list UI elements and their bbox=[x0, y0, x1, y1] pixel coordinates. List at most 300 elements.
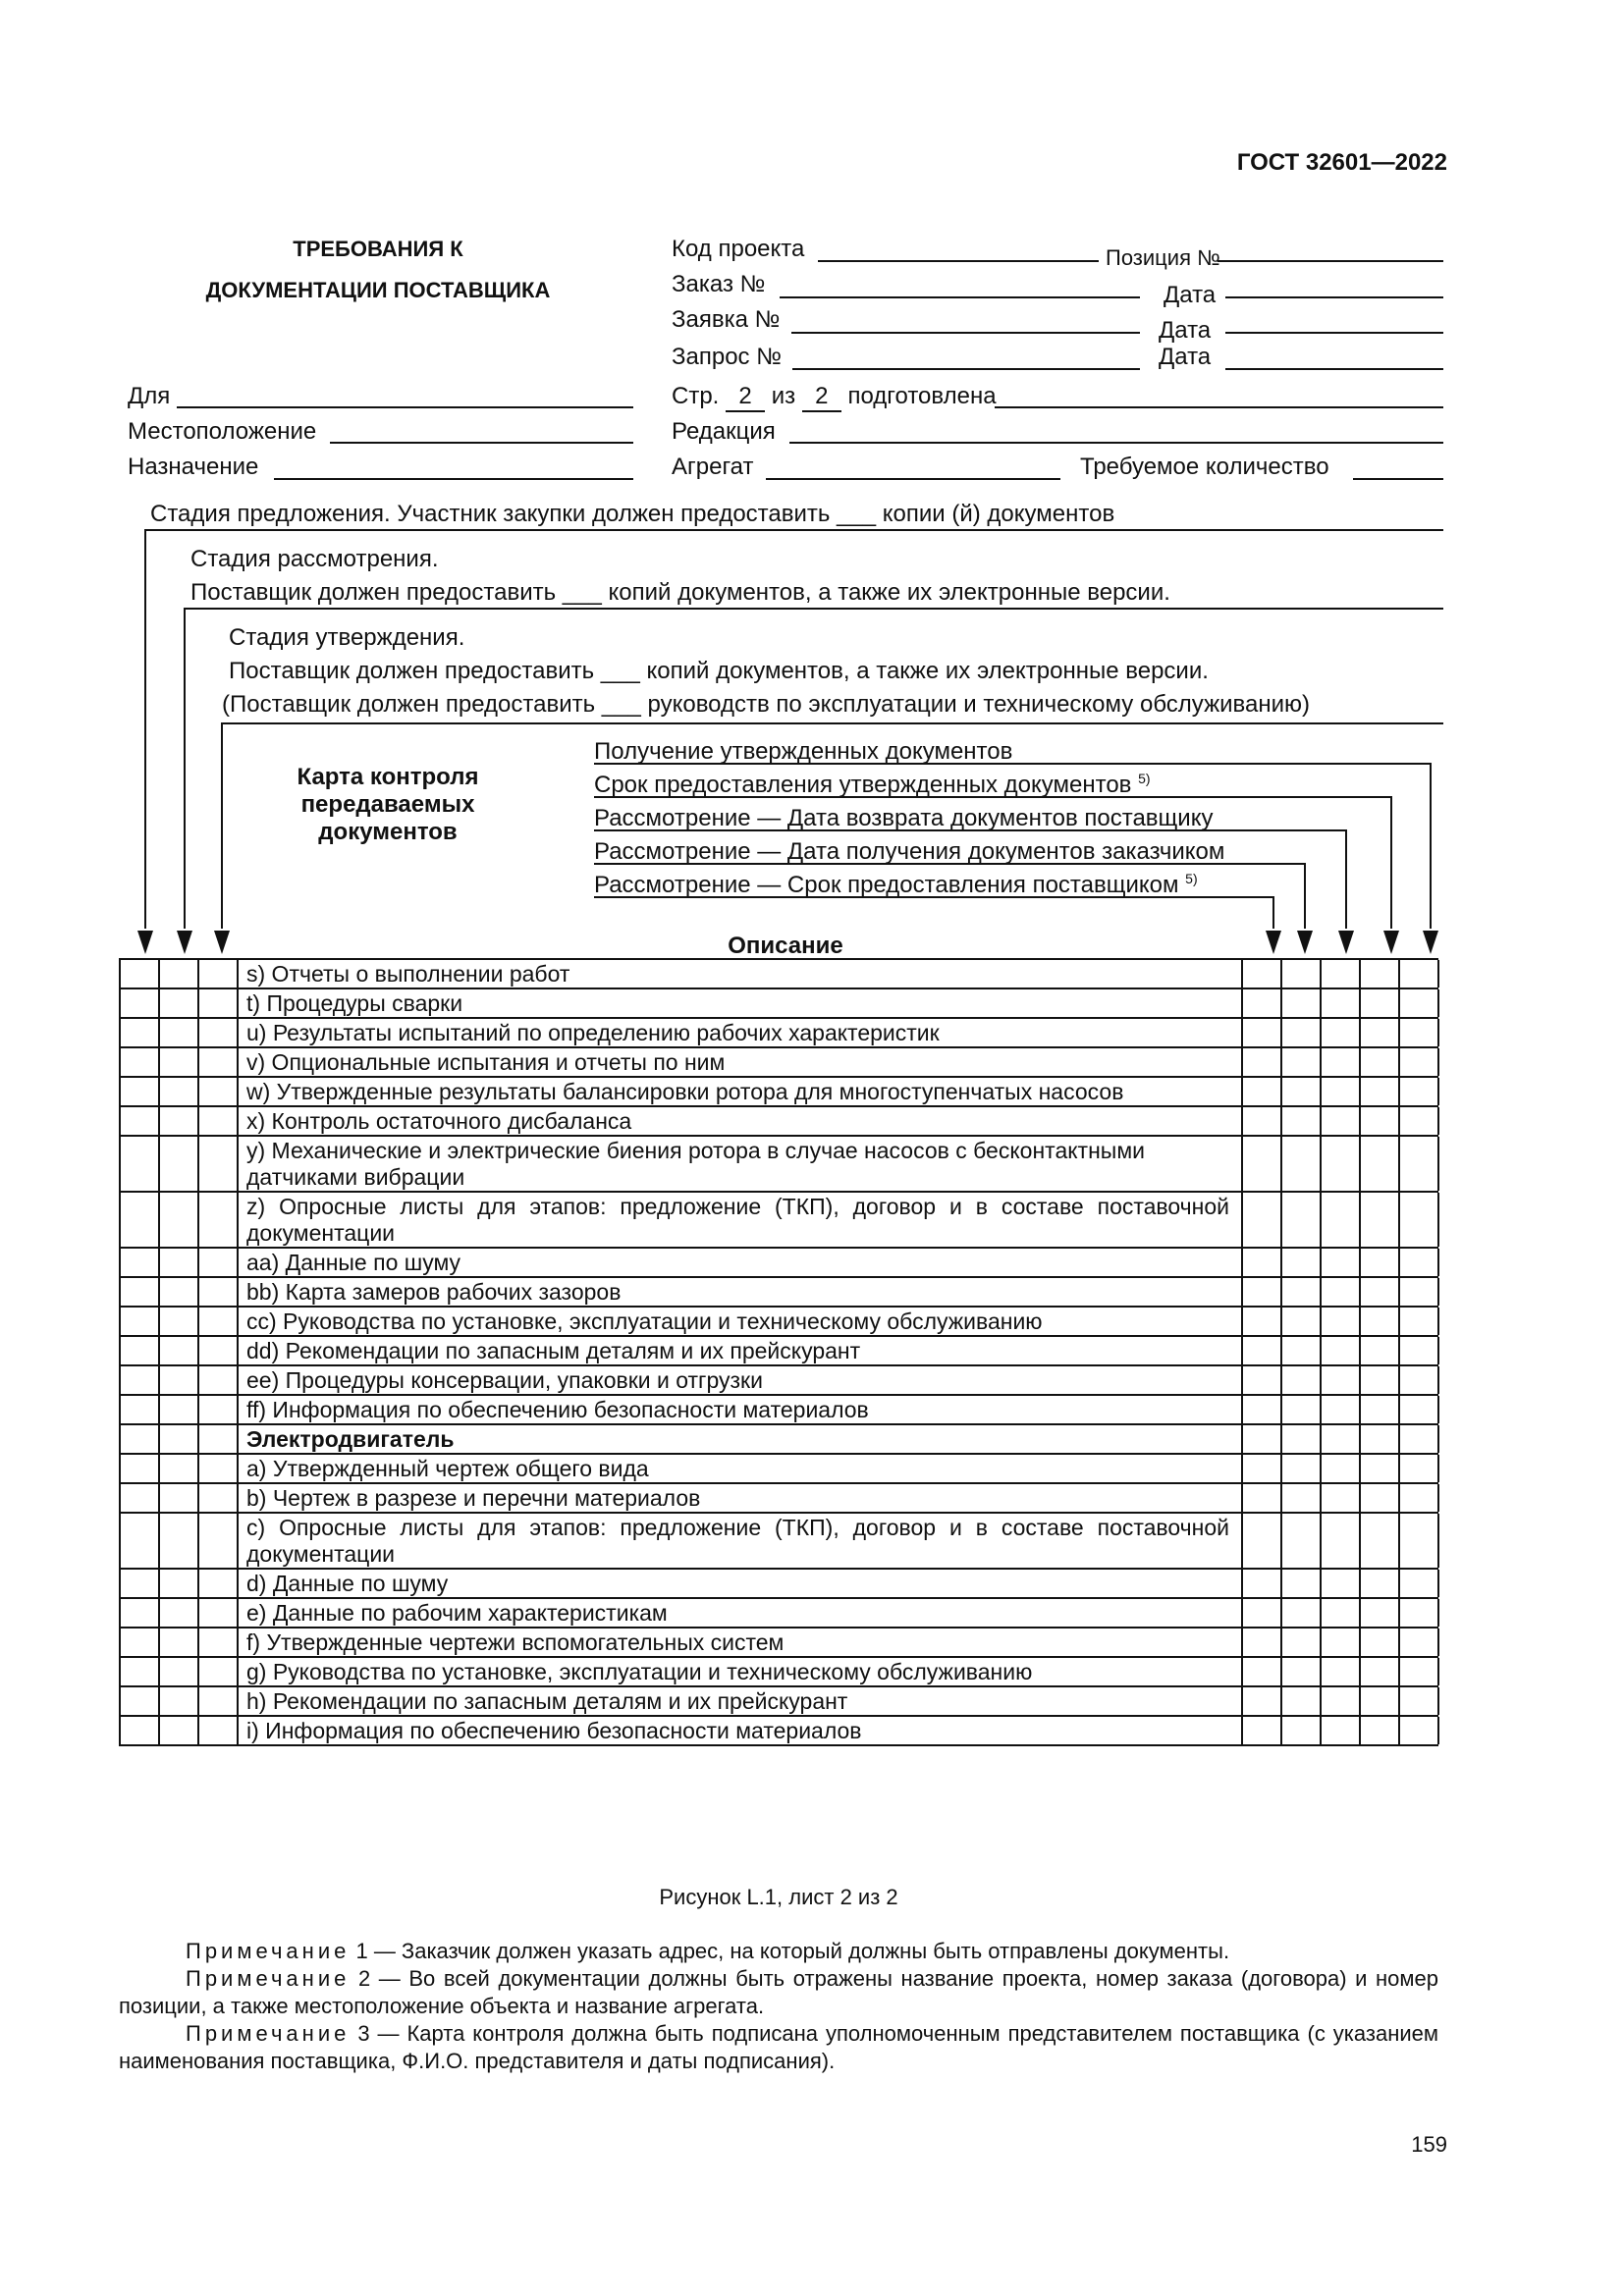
table-cell-border bbox=[1241, 1717, 1243, 1744]
form-title-line2: ДОКУМЕНТАЦИИ ПОСТАВЩИКА bbox=[205, 278, 551, 302]
stage-bracket-diagram bbox=[0, 0, 1624, 962]
table-cell-border bbox=[1398, 1249, 1400, 1276]
table-cell-border bbox=[1359, 1425, 1361, 1453]
table-row bbox=[119, 1105, 1438, 1135]
table-cell-border bbox=[1280, 1278, 1282, 1306]
table-cell-border bbox=[1359, 1658, 1361, 1685]
table-cell-border bbox=[1280, 1484, 1282, 1512]
col-label-approved-deadline: Срок предоставления утвержденных документов $^{5)}$ bbox=[594, 771, 1151, 798]
order-date-label: Дата bbox=[1164, 282, 1217, 308]
table-row bbox=[119, 958, 1438, 988]
table-row bbox=[119, 1276, 1438, 1306]
table-row-text: x) Контроль остаточного дисбаланса bbox=[246, 1108, 632, 1134]
table-cell-border bbox=[1320, 1137, 1322, 1191]
for-label: Для bbox=[128, 383, 171, 409]
table-cell-border bbox=[1359, 1078, 1361, 1105]
table-cell-border bbox=[1398, 1308, 1400, 1335]
table-cell-border bbox=[119, 1570, 121, 1597]
table-cell-border bbox=[237, 1019, 239, 1046]
table-cell-border bbox=[1280, 1308, 1282, 1335]
table-cell-border bbox=[119, 1717, 121, 1744]
table-cell-border bbox=[1241, 1455, 1243, 1482]
table-cell-border bbox=[1398, 1048, 1400, 1076]
table-cell-border bbox=[237, 1137, 239, 1191]
table-row-text: w) Утвержденные результаты балансировки ротора для многоступенчатых насосов bbox=[246, 1079, 1124, 1104]
table-cell-border bbox=[1320, 1337, 1322, 1364]
table-cell-border bbox=[1280, 1078, 1282, 1105]
table-cell-border bbox=[237, 1514, 239, 1568]
table-cell-border bbox=[1398, 1599, 1400, 1627]
table-cell-border bbox=[1280, 1249, 1282, 1276]
table-row bbox=[119, 1715, 1438, 1746]
table-row-text: v) Опциональные испытания и отчеты по ним bbox=[246, 1049, 726, 1075]
control-card-title: Карта контроля передаваемых документов bbox=[297, 764, 479, 845]
table-row bbox=[119, 1568, 1438, 1597]
table-cell-border bbox=[1398, 1629, 1400, 1656]
table-cell-border bbox=[1241, 1107, 1243, 1135]
table-cell-border bbox=[237, 1717, 239, 1744]
table-cell-border bbox=[197, 1193, 199, 1247]
table-cell-border bbox=[119, 1687, 121, 1715]
table-cell-border bbox=[158, 1278, 160, 1306]
table-cell-border bbox=[1320, 1396, 1322, 1423]
table-cell-border bbox=[1241, 1137, 1243, 1191]
table-cell-border bbox=[197, 1658, 199, 1685]
table-cell-border bbox=[1320, 1455, 1322, 1482]
table-row bbox=[119, 1135, 1438, 1191]
table-cell-border bbox=[119, 1137, 121, 1191]
table-cell-border bbox=[1241, 1366, 1243, 1394]
table-cell-border bbox=[197, 1048, 199, 1076]
table-row bbox=[119, 1453, 1438, 1482]
table-cell-border bbox=[237, 1278, 239, 1306]
table-cell-border bbox=[119, 1078, 121, 1105]
table-row bbox=[119, 1656, 1438, 1685]
table-cell-border bbox=[1320, 960, 1322, 988]
table-cell-border bbox=[1398, 989, 1400, 1017]
table-cell-border bbox=[1241, 1048, 1243, 1076]
table-cell-border bbox=[1280, 1337, 1282, 1364]
table-cell-border bbox=[237, 1599, 239, 1627]
table-cell-border bbox=[1280, 1137, 1282, 1191]
table-cell-border bbox=[1241, 1514, 1243, 1568]
table-cell-border bbox=[197, 1599, 199, 1627]
page-counter: Стр. 2 из 2 подготовлена bbox=[672, 383, 997, 412]
table-cell-border bbox=[1398, 1337, 1400, 1364]
table-cell-border bbox=[119, 960, 121, 988]
table-cell-border bbox=[237, 1249, 239, 1276]
table-cell-border bbox=[197, 1687, 199, 1715]
col-label-supplier-deadline: Рассмотрение — Срок предоставления поставщиком $^{5)}$ bbox=[594, 871, 1198, 898]
arrow-down-icon bbox=[1423, 931, 1438, 954]
table-cell-border bbox=[197, 1629, 199, 1656]
table-cell-border bbox=[1320, 1687, 1322, 1715]
description-table bbox=[119, 958, 1438, 1746]
table-cell-border bbox=[1398, 1425, 1400, 1453]
table-row bbox=[119, 1597, 1438, 1627]
table-cell-border bbox=[1398, 1484, 1400, 1512]
table-cell-border bbox=[1359, 1249, 1361, 1276]
table-cell-border bbox=[119, 1193, 121, 1247]
table-row bbox=[119, 1394, 1438, 1423]
table-cell-border bbox=[1241, 1484, 1243, 1512]
table-cell-border bbox=[237, 1687, 239, 1715]
stage-review-title: Стадия рассмотрения. bbox=[190, 546, 439, 572]
table-cell-border bbox=[1320, 1629, 1322, 1656]
table-cell-border bbox=[158, 1425, 160, 1453]
table-cell-border bbox=[1398, 1107, 1400, 1135]
table-cell-border bbox=[237, 1658, 239, 1685]
table-cell-border bbox=[119, 1599, 121, 1627]
table-cell-border bbox=[158, 1366, 160, 1394]
table-cell-border bbox=[1241, 1570, 1243, 1597]
order-label: Заказ № bbox=[672, 271, 766, 297]
table-row-text: g) Руководства по установке, эксплуатации и техническому обслуживанию bbox=[246, 1659, 1033, 1684]
table-cell-border bbox=[197, 1484, 199, 1512]
table-cell-border bbox=[1241, 1658, 1243, 1685]
table-cell-border bbox=[1398, 1717, 1400, 1744]
notes-block bbox=[119, 1938, 1438, 2075]
footnote-ref: 5) bbox=[1138, 771, 1151, 786]
table-cell-border bbox=[1280, 1570, 1282, 1597]
table-cell-border bbox=[119, 1629, 121, 1656]
table-cell-border bbox=[1320, 1078, 1322, 1105]
project-code-label: Код проекта bbox=[672, 236, 805, 262]
table-cell-border bbox=[197, 1019, 199, 1046]
page-total-value: 2 bbox=[802, 383, 841, 412]
table-row-text: b) Чертеж в разрезе и перечни материалов bbox=[246, 1485, 701, 1511]
table-cell-border bbox=[1359, 1514, 1361, 1568]
table-cell-border bbox=[1280, 1396, 1282, 1423]
arrow-down-icon bbox=[177, 931, 192, 954]
table-cell-border bbox=[197, 1455, 199, 1482]
table-cell-border bbox=[158, 1570, 160, 1597]
table-cell-border bbox=[1320, 1019, 1322, 1046]
table-cell-border bbox=[158, 960, 160, 988]
table-cell-border bbox=[1320, 1484, 1322, 1512]
table-cell-border bbox=[237, 1193, 239, 1247]
table-cell-border bbox=[1359, 1717, 1361, 1744]
table-cell-border bbox=[1241, 1308, 1243, 1335]
table-cell-border bbox=[1241, 1599, 1243, 1627]
table-cell-border bbox=[1359, 1599, 1361, 1627]
table-cell-border bbox=[1241, 1629, 1243, 1656]
table-cell-border bbox=[119, 1484, 121, 1512]
table-cell-border bbox=[119, 1308, 121, 1335]
table-cell-border bbox=[158, 1048, 160, 1076]
table-cell-border bbox=[1320, 1107, 1322, 1135]
table-cell-border bbox=[1359, 1019, 1361, 1046]
stage-proposal-text: Стадия предложения. Участник закупки должен предоставить ___ копии (й) документов bbox=[150, 501, 1115, 527]
stage-approval-manuals: (Поставщик должен предоставить ___ руководств по эксплуатации и техническому обслуживанию) bbox=[222, 691, 1311, 718]
table-cell-border bbox=[1280, 1107, 1282, 1135]
table-cell-border bbox=[237, 1308, 239, 1335]
table-cell-border bbox=[158, 1514, 160, 1568]
table-cell-border bbox=[197, 1514, 199, 1568]
table-cell-border bbox=[1280, 1658, 1282, 1685]
table-cell-border bbox=[1320, 1658, 1322, 1685]
table-cell-border bbox=[1320, 1570, 1322, 1597]
table-cell-border bbox=[197, 1366, 199, 1394]
table-cell-border bbox=[1398, 1278, 1400, 1306]
table-cell-border bbox=[197, 989, 199, 1017]
table-cell-border bbox=[237, 960, 239, 988]
table-cell-border bbox=[119, 989, 121, 1017]
request-date-label: Дата bbox=[1159, 317, 1212, 344]
table-cell-border bbox=[1241, 1078, 1243, 1105]
table-cell-border bbox=[237, 1366, 239, 1394]
table-cell-border bbox=[1280, 1599, 1282, 1627]
table-cell-border bbox=[1359, 1455, 1361, 1482]
table-cell-border bbox=[1359, 1687, 1361, 1715]
arrow-down-icon bbox=[1297, 931, 1313, 954]
table-cell-border bbox=[119, 1455, 121, 1482]
inquiry-date-label: Дата bbox=[1159, 344, 1212, 370]
table-cell-border bbox=[1398, 1687, 1400, 1715]
table-cell-border bbox=[158, 1337, 160, 1364]
col-label-received-approved: Получение утвержденных документов bbox=[594, 738, 1013, 765]
table-cell-border bbox=[1280, 1048, 1282, 1076]
description-header: Описание bbox=[728, 933, 843, 959]
table-cell-border bbox=[1359, 960, 1361, 988]
table-cell-border bbox=[1320, 1048, 1322, 1076]
table-cell-border bbox=[197, 1396, 199, 1423]
arrow-down-icon bbox=[1266, 931, 1281, 954]
table-cell-border bbox=[1320, 1193, 1322, 1247]
review-stage-line bbox=[185, 609, 1443, 929]
table-row bbox=[119, 1046, 1438, 1076]
table-cell-border bbox=[1280, 1717, 1282, 1744]
table-cell-border bbox=[1398, 1570, 1400, 1597]
table-cell-border bbox=[119, 1107, 121, 1135]
table-row bbox=[119, 1017, 1438, 1046]
arrow-down-icon bbox=[137, 931, 153, 954]
table-cell-border bbox=[1241, 1396, 1243, 1423]
table-row-text: t) Процедуры сварки bbox=[246, 990, 463, 1016]
table-cell-border bbox=[119, 1514, 121, 1568]
table-cell-border bbox=[1359, 989, 1361, 1017]
table-cell-border bbox=[1320, 1425, 1322, 1453]
table-cell-border bbox=[1320, 1599, 1322, 1627]
unit-label: Агрегат bbox=[672, 454, 754, 480]
table-cell-border bbox=[158, 1137, 160, 1191]
table-cell-border bbox=[237, 1078, 239, 1105]
table-cell-border bbox=[158, 1599, 160, 1627]
table-cell-border bbox=[158, 1078, 160, 1105]
page-number-value: 2 bbox=[726, 383, 765, 412]
table-cell-border bbox=[119, 1396, 121, 1423]
table-cell-border bbox=[1320, 1717, 1322, 1744]
table-row-text: c) Опросные листы для этапов: предложение (ТКП), договор и в составе поставочной документации bbox=[246, 1515, 1229, 1567]
arrow-down-icon bbox=[1338, 931, 1354, 954]
arrow-down-icon bbox=[1383, 931, 1399, 954]
form-title-line1: ТРЕБОВАНИЯ К bbox=[293, 237, 463, 261]
table-cell-border bbox=[158, 1396, 160, 1423]
table-cell-border bbox=[1280, 1514, 1282, 1568]
table-row-text: ee) Процедуры консервации, упаковки и отгрузки bbox=[246, 1367, 763, 1393]
table-row bbox=[119, 1685, 1438, 1715]
page-number: 159 bbox=[1411, 2132, 1447, 2157]
table-row-text: h) Рекомендации по запасным деталям и их прейскурант bbox=[246, 1688, 848, 1714]
table-row bbox=[119, 1627, 1438, 1656]
table-cell-border bbox=[1359, 1570, 1361, 1597]
table-cell-border bbox=[237, 1629, 239, 1656]
table-cell-border bbox=[1398, 960, 1400, 988]
table-cell-border bbox=[237, 1455, 239, 1482]
table-cell-border bbox=[1241, 1425, 1243, 1453]
table-cell-border bbox=[1241, 960, 1243, 988]
table-cell-border bbox=[1398, 1078, 1400, 1105]
figure-caption: Рисунок L.1, лист 2 из 2 bbox=[659, 1885, 898, 1909]
table-cell-border bbox=[197, 1249, 199, 1276]
note-1: Примечание 1 — Заказчик должен указать адрес, на который должны быть отправлены документы. bbox=[186, 1939, 1230, 1963]
table-cell-border bbox=[197, 1425, 199, 1453]
table-cell-border bbox=[119, 1337, 121, 1364]
table-row-text: y) Механические и электрические биения ротора в случае насосов с бесконтактными датчиками вибрации bbox=[246, 1138, 1145, 1190]
table-row-text: z) Опросные листы для этапов: предложение (ТКП), договор и в составе поставочной документации bbox=[246, 1194, 1229, 1246]
table-cell-border bbox=[158, 1484, 160, 1512]
table-cell-border bbox=[1398, 1193, 1400, 1247]
table-row-text: ff) Информация по обеспечению безопасности материалов bbox=[246, 1397, 869, 1422]
table-cell-border bbox=[1320, 1514, 1322, 1568]
table-cell-border bbox=[1241, 1687, 1243, 1715]
proposal-stage-line bbox=[145, 530, 1443, 929]
table-cell-border bbox=[158, 1629, 160, 1656]
table-row-text: dd) Рекомендации по запасным деталям и их прейскурант bbox=[246, 1338, 861, 1363]
table-row bbox=[119, 1247, 1438, 1276]
table-cell-border bbox=[1398, 1455, 1400, 1482]
table-cell-border bbox=[1359, 1107, 1361, 1135]
table-cell-border bbox=[1241, 1193, 1243, 1247]
table-cell-border bbox=[1398, 1137, 1400, 1191]
table-row bbox=[119, 1191, 1438, 1247]
table-cell-border bbox=[158, 1193, 160, 1247]
table-cell-border bbox=[1320, 1278, 1322, 1306]
table-cell-border bbox=[1320, 1308, 1322, 1335]
table-row-text: s) Отчеты о выполнении работ bbox=[246, 961, 570, 987]
request-label: Заявка № bbox=[672, 306, 781, 333]
table-row bbox=[119, 1482, 1438, 1512]
purpose-label: Назначение bbox=[128, 454, 259, 480]
table-cell-border bbox=[197, 1717, 199, 1744]
table-cell-border bbox=[197, 1107, 199, 1135]
table-cell-border bbox=[1359, 1629, 1361, 1656]
table-cell-border bbox=[1241, 989, 1243, 1017]
table-cell-border bbox=[197, 1308, 199, 1335]
col3-line bbox=[594, 830, 1346, 929]
table-cell-border bbox=[1280, 1687, 1282, 1715]
position-label: Позиция № bbox=[1106, 245, 1220, 270]
table-cell-border bbox=[237, 1425, 239, 1453]
stage-approval-title: Стадия утверждения. bbox=[229, 624, 465, 651]
table-cell-border bbox=[158, 1658, 160, 1685]
table-cell-border bbox=[237, 989, 239, 1017]
table-cell-border bbox=[1320, 1366, 1322, 1394]
table-cell-border bbox=[119, 1425, 121, 1453]
table-row-text: a) Утвержденный чертеж общего вида bbox=[246, 1456, 649, 1481]
table-cell-border bbox=[1359, 1278, 1361, 1306]
table-row-text: bb) Карта замеров рабочих зазоров bbox=[246, 1279, 622, 1305]
table-cell-border bbox=[1280, 1455, 1282, 1482]
table-cell-border bbox=[1280, 1366, 1282, 1394]
table-row bbox=[119, 988, 1438, 1017]
footnote-ref: 5) bbox=[1185, 871, 1198, 886]
table-cell-border bbox=[158, 1107, 160, 1135]
table-cell-border bbox=[237, 1048, 239, 1076]
revision-label: Редакция bbox=[672, 418, 776, 445]
table-cell-border bbox=[1280, 1193, 1282, 1247]
table-cell-border bbox=[1320, 1249, 1322, 1276]
table-cell-border bbox=[237, 1396, 239, 1423]
table-cell-border bbox=[1359, 1337, 1361, 1364]
table-row-text: d) Данные по шуму bbox=[246, 1571, 449, 1596]
table-cell-border bbox=[119, 1658, 121, 1685]
table-cell-border bbox=[1241, 1278, 1243, 1306]
table-cell-border bbox=[119, 1249, 121, 1276]
table-row-text: f) Утвержденные чертежи вспомогательных систем bbox=[246, 1629, 785, 1655]
table-cell-border bbox=[197, 1278, 199, 1306]
table-cell-border bbox=[158, 1019, 160, 1046]
table-cell-border bbox=[237, 1484, 239, 1512]
table-cell-border bbox=[1359, 1484, 1361, 1512]
inquiry-label: Запрос № bbox=[672, 344, 782, 370]
table-cell-border bbox=[1359, 1396, 1361, 1423]
quantity-label: Требуемое количество bbox=[1080, 454, 1329, 480]
table-row-text: u) Результаты испытаний по определению рабочих характеристик bbox=[246, 1020, 940, 1045]
table-cell-border bbox=[1241, 1337, 1243, 1364]
arrow-down-icon bbox=[214, 931, 230, 954]
table-cell-border bbox=[1280, 989, 1282, 1017]
stage-approval-text: Поставщик должен предоставить ___ копий документов, а также их электронные версии. bbox=[229, 658, 1209, 684]
table-section-heading bbox=[119, 1423, 1438, 1453]
table-cell-border bbox=[1280, 1425, 1282, 1453]
note-3: Примечание 3 — Карта контроля должна быть подписана уполномоченным представителем поставщика (с указанием наименования поставщика, Ф.И.О. представителя и даты подписания). bbox=[119, 2021, 1438, 2073]
table-cell-border bbox=[237, 1107, 239, 1135]
table-cell-border bbox=[158, 1455, 160, 1482]
col1-line bbox=[594, 897, 1273, 929]
table-cell-border bbox=[119, 1019, 121, 1046]
table-cell-border bbox=[1280, 1629, 1282, 1656]
table-cell-border bbox=[1398, 1366, 1400, 1394]
stage-review-text: Поставщик должен предоставить ___ копий документов, а также их электронные версии. bbox=[190, 579, 1170, 606]
table-cell-border bbox=[1398, 1396, 1400, 1423]
location-label: Местоположение bbox=[128, 418, 317, 445]
col-label-receipt-date: Рассмотрение — Дата получения документов заказчиком bbox=[594, 838, 1225, 865]
table-cell-border bbox=[1320, 989, 1322, 1017]
table-row bbox=[119, 1512, 1438, 1568]
table-row-text: e) Данные по рабочим характеристикам bbox=[246, 1600, 668, 1626]
table-cell-border bbox=[1398, 1658, 1400, 1685]
table-cell-border bbox=[237, 1337, 239, 1364]
table-cell-border bbox=[237, 1570, 239, 1597]
table-cell-border bbox=[197, 1337, 199, 1364]
table-row bbox=[119, 1306, 1438, 1335]
table-cell-border bbox=[1398, 1019, 1400, 1046]
table-row bbox=[119, 1335, 1438, 1364]
table-cell-border bbox=[1359, 1137, 1361, 1191]
table-row bbox=[119, 1076, 1438, 1105]
table-cell-border bbox=[119, 1366, 121, 1394]
table-cell-border bbox=[1280, 1019, 1282, 1046]
table-row-text: aa) Данные по шуму bbox=[246, 1250, 461, 1275]
standard-number: ГОСТ 32601—2022 bbox=[1236, 149, 1447, 176]
table-row-text: Электродвигатель bbox=[246, 1426, 455, 1452]
table-cell-border bbox=[1241, 1249, 1243, 1276]
table-cell-border bbox=[197, 1137, 199, 1191]
table-cell-border bbox=[1359, 1366, 1361, 1394]
table-cell-border bbox=[1280, 960, 1282, 988]
table-cell-border bbox=[1359, 1193, 1361, 1247]
